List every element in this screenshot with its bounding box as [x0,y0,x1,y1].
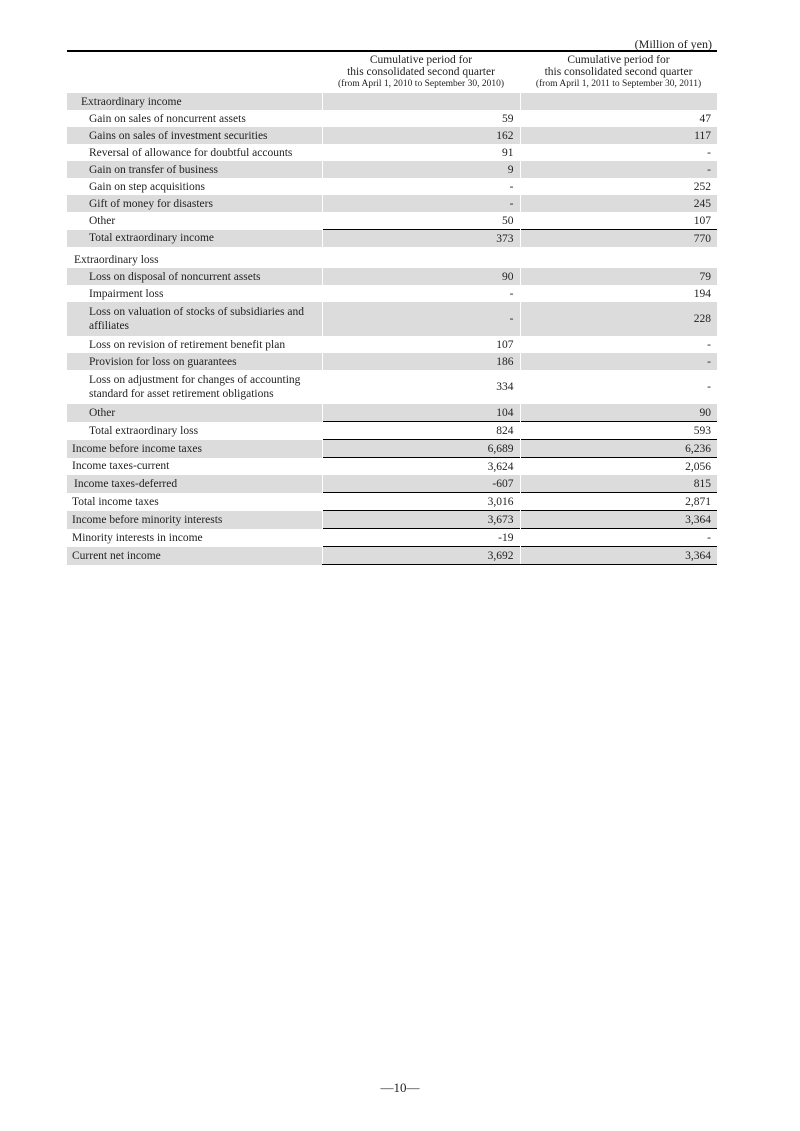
value-2010 [322,247,520,268]
table-row [67,230,717,248]
row-label: Current net income [67,547,322,565]
value-2010: 3,692 [322,547,520,565]
row-label: Income before minority interests [67,511,322,529]
row-label: Loss on revision of retirement benefit plan [89,338,286,351]
value-2010: 334 [322,370,520,404]
row-label: Income before income taxes [67,440,322,458]
row-label: Gift of money for disasters [67,195,322,212]
table-row [67,475,717,493]
row-label: Gain on sales of noncurrent assets [89,112,246,125]
value-2010: -607 [322,475,520,493]
row-label: Extraordinary loss [74,253,159,266]
value-2011: 228 [520,302,717,336]
value-2011: 47 [520,110,717,127]
value-2011: 593 [520,422,717,440]
row-label: Gain on step acquisitions [89,180,205,193]
table-row [67,370,717,404]
value-2011: 815 [520,475,717,493]
value-2010: 59 [322,110,520,127]
unit-label: (Million of yen) [634,37,712,51]
value-2011: 107 [520,212,717,230]
table-row [67,127,717,144]
row-label: Loss on valuation of stocks of subsidiaries and affiliates [67,302,322,336]
row-label: Other [67,404,322,422]
table-row [67,353,717,370]
value-2010: 104 [322,404,520,422]
value-2010 [322,93,520,110]
row-label: Income taxes-deferred [67,475,322,493]
row-label: Gains on sales of investment securities [67,127,322,144]
value-2010: 186 [322,353,520,370]
table-row [67,178,717,195]
row-label: Extraordinary income [67,93,322,110]
table-row [67,404,717,422]
value-2011: 2,056 [520,458,717,476]
value-2011: 6,236 [520,440,717,458]
value-2010: -19 [322,529,520,547]
value-2010: 3,016 [322,493,520,511]
table-row [67,268,717,285]
value-2011 [520,247,717,268]
value-2010: 3,673 [322,511,520,529]
row-label: Total extraordinary income [67,230,322,248]
value-2011: - [520,144,717,161]
value-2011: - [520,336,717,353]
value-2010: - [322,195,520,212]
table-row [67,529,717,547]
value-2011: 2,871 [520,493,717,511]
value-2011: - [520,161,717,178]
value-2010: 90 [322,268,520,285]
value-2010: 107 [322,336,520,353]
table-row [67,285,717,302]
table-row [67,493,717,511]
value-2010: - [322,302,520,336]
column-header-2011: Cumulative period for this consolidated second quarter (from April 1, 2011 to September 30, 2011) [520,51,717,93]
value-2010: 9 [322,161,520,178]
value-2010: 91 [322,144,520,161]
value-2011: 252 [520,178,717,195]
row-label: Income taxes-current [72,460,170,473]
table-row [67,93,717,110]
row-label: Impairment loss [89,287,164,300]
table-row [67,336,717,353]
table-row [67,212,717,230]
value-2011: 3,364 [520,547,717,565]
value-2010: 3,624 [322,458,520,476]
row-label: Other [89,214,116,227]
value-2011: 90 [520,404,717,422]
value-2011: 3,364 [520,511,717,529]
value-2011: - [520,353,717,370]
row-label: Loss on disposal of noncurrent assets [67,268,322,285]
value-2011: - [520,529,717,547]
table-row [67,110,717,127]
value-2011: 245 [520,195,717,212]
row-label: Gain on transfer of business [67,161,322,178]
value-2011: 194 [520,285,717,302]
value-2010: - [322,285,520,302]
value-2011 [520,93,717,110]
value-2011: - [520,370,717,404]
table-row [67,422,717,440]
table-row [67,458,717,476]
value-2010: 6,689 [322,440,520,458]
table-row [67,161,717,178]
value-2010: 373 [322,230,520,248]
table-row [67,247,717,268]
value-2010: 824 [322,422,520,440]
value-2010: - [322,178,520,195]
value-2011: 79 [520,268,717,285]
row-label: Total income taxes [72,495,159,508]
value-2011: 770 [520,230,717,248]
value-2010: 50 [322,212,520,230]
row-label: Provision for loss on guarantees [67,353,322,370]
table-row [67,511,717,529]
row-label: Total extraordinary loss [89,424,199,437]
column-header-2010: Cumulative period for this consolidated second quarter (from April 1, 2010 to September 30, 2010) [322,51,520,93]
income-statement-table [67,50,717,565]
table-row [67,440,717,458]
table-header [67,51,717,93]
table-row [67,144,717,161]
table-row [67,547,717,565]
row-label: Minority interests in income [72,531,203,544]
row-label: Reversal of allowance for doubtful accounts [89,146,293,159]
value-2010: 162 [322,127,520,144]
table-row [67,195,717,212]
row-label: Loss on adjustment for changes of accounting standard for asset retirement obligations [89,374,301,400]
table-row [67,302,717,336]
value-2011: 117 [520,127,717,144]
page-number: —10— [380,1080,420,1095]
